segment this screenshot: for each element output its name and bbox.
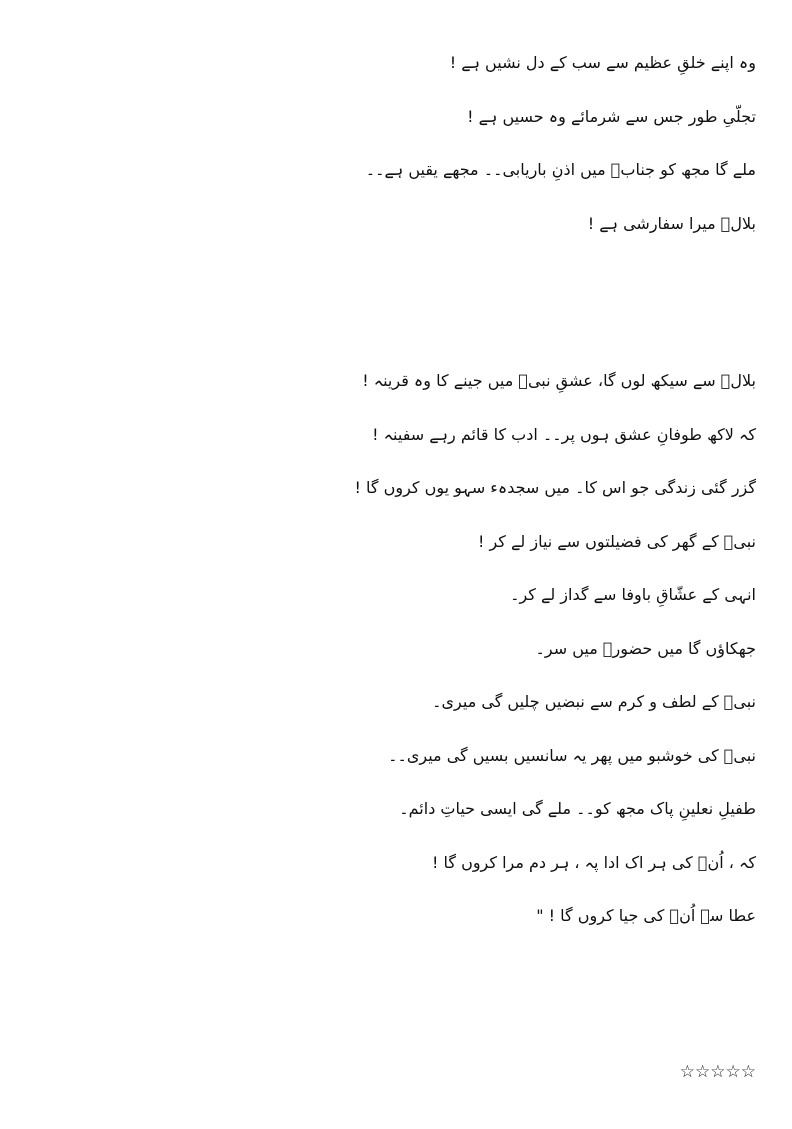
poem-line: کہ ، اُنؐ کی ہر اک ادا پہ ، ہر دم مرا کروں گا ! [432, 852, 756, 872]
poem-line: نبیؐ کی خوشبو میں پھر یہ سانسیں بسیں گی میری۔۔ [388, 745, 756, 765]
poem-line: انہی کے عشّاقِ باوفا سے گداز لے کر۔ [510, 585, 756, 604]
poem-line: نبیؐ کے لطف و کرم سے نبضیں چلیں گی میری۔ [432, 692, 756, 711]
poem-line: وہ اپنے خلقِ عظیم سے سب کے دل نشیں ہے ! [449, 53, 756, 72]
poem-line: بلالؓ سے سیکھ لوں گا، عشقِ نبیؐ میں جینے کا وہ قرینہ ! [362, 371, 756, 390]
ending-stars: ☆☆☆☆☆ [679, 1062, 756, 1082]
poem-line: جھکاؤں گا میں حضورؐ میں سر۔ [535, 638, 756, 658]
poem-line: گزر گئی زندگی جو اس کا۔ میں سجدہء سہو یوں کروں گا ! [354, 478, 756, 497]
poem-line: بلالؓ میرا سفارشی ہے ! [587, 213, 756, 233]
poem-line: ملے گا مجھ کو جنابؐ میں اذنِ باریابی۔۔ مجھے یقیں ہے۔۔ [365, 160, 756, 179]
poem-stanza-2 [36, 354, 756, 943]
poem-line: کہ لاکھ طوفانِ عشق ہوں پر۔۔ ادب کا قائم رہے سفینہ ! [372, 424, 756, 444]
poem-line: عطا سے اُنؐ کی جیا کروں گا ! " [536, 906, 756, 925]
poem-line: طفیلِ نعلینِ پاک مجھ کو۔۔ ملے گی ایسی حیاتِ دائم۔ [399, 799, 756, 818]
poem-line: نبیؐ کے گھر کی فضیلتوں سے نیاز لے کر ! [477, 531, 756, 551]
poem-line: تجلّیِ طور جس سے شرمائے وہ حسیں ہے ! [467, 106, 756, 126]
poem-stanza-1 [36, 36, 756, 250]
